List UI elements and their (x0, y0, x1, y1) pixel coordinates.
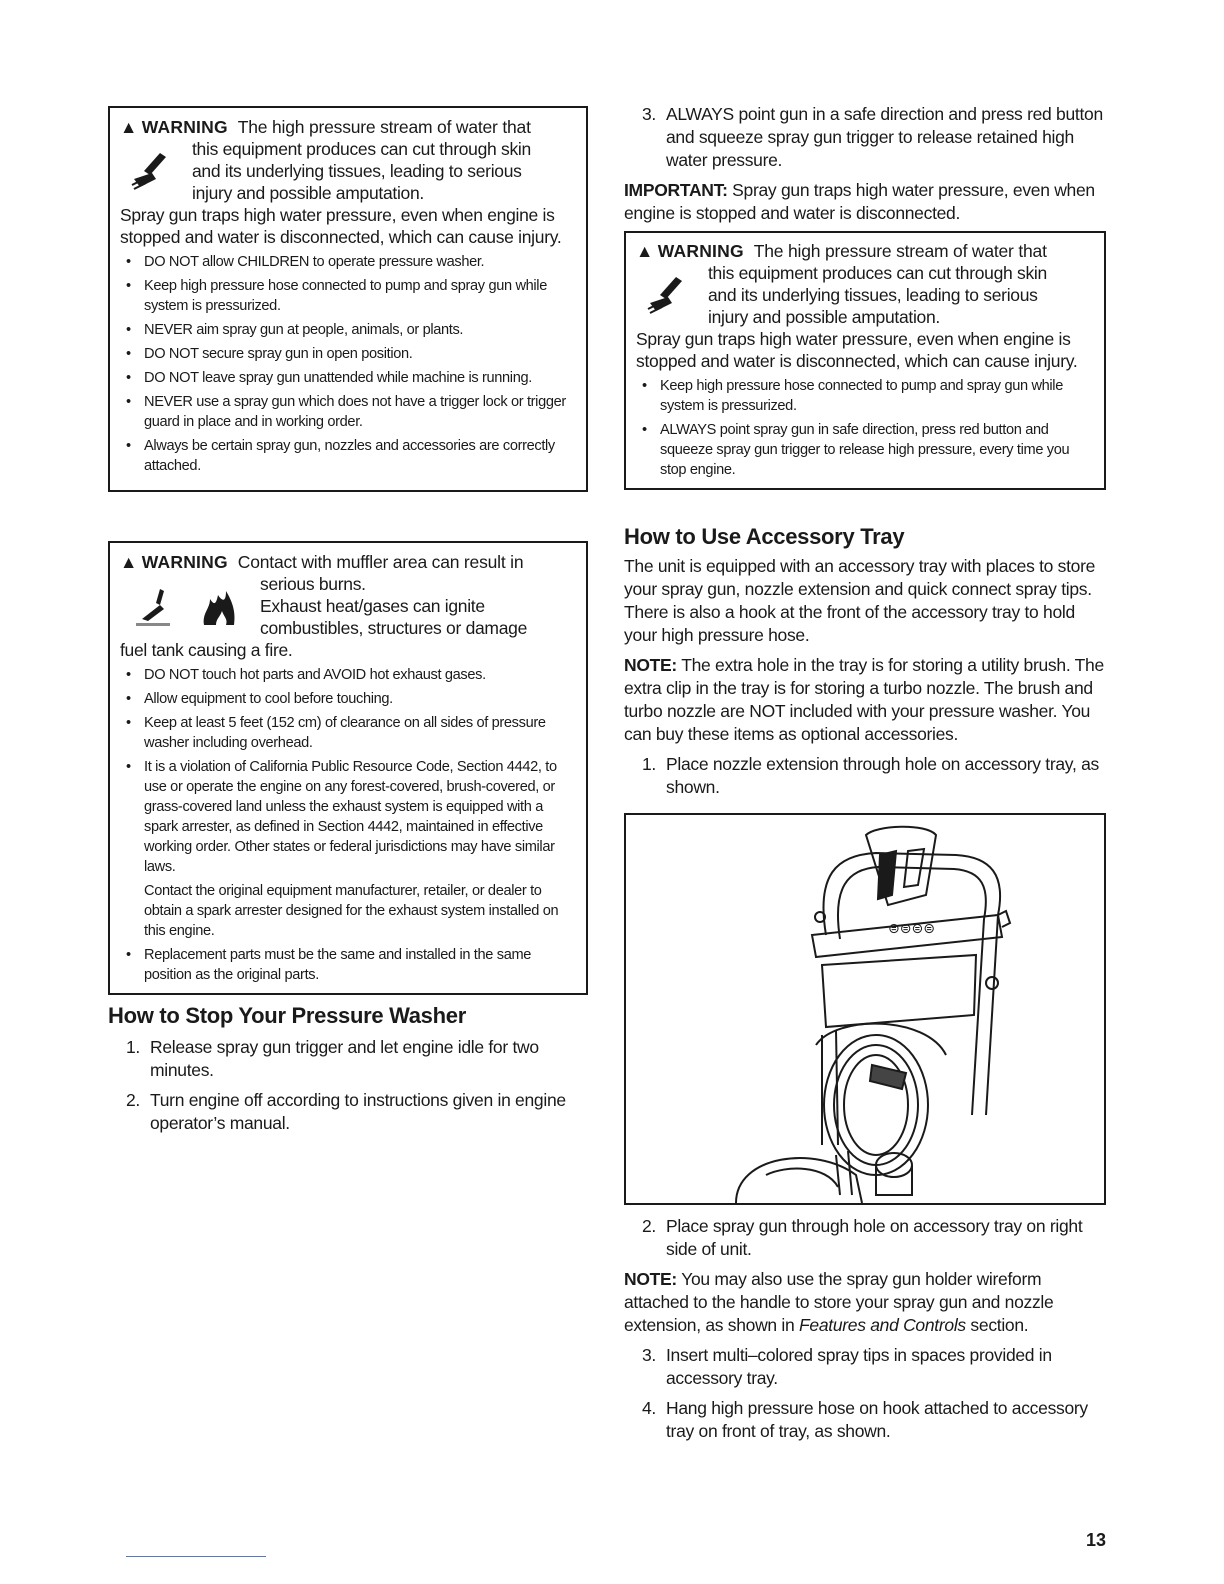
list-item: • It is a violation of California Public Resource Code, Section 4442, to use or operate the engine on any forest-covered, brush-covered, or grass-covered land unless the exhaust system is equipped with a spark arrester, as defined in Section 4442, maintained in effective working order. Other states or federal jurisdictions may have similar laws. (120, 757, 576, 877)
warning-indent-line: combustibles, structures or damage (260, 618, 528, 638)
warning-indent-line: this equipment produces can cut through skin (192, 139, 531, 159)
warning-box-muffler (108, 541, 588, 995)
warning-box-spray (108, 106, 588, 492)
list-item: 3. ALWAYS point gun in a safe direction and press red button and squeeze spray gun trigger to release retained high water pressure. (642, 104, 1103, 170)
warning-indent-line: serious burns. (260, 574, 366, 594)
section-heading: How to Use Accessory Tray (624, 524, 905, 549)
accessory-tray-illustration (624, 813, 1106, 1205)
stop-section-continued (624, 103, 1104, 232)
stop-section (108, 1002, 578, 1142)
list-item: • Keep high pressure hose connected to pump and spray gun while system is pressurized. (120, 276, 576, 316)
tray-intro: The unit is equipped with an accessory tray with places to store your spray gun, nozzle extension and quick connect spray tips. There is also a hook at the front of the accessory tray to hold your high pressure hose. (624, 556, 1096, 645)
list-item: • NEVER use a spray gun which does not have a trigger lock or trigger guard in place and in working order. (120, 392, 576, 432)
warning-lead: The high pressure stream of water that (237, 117, 531, 137)
fire-icon (196, 583, 242, 629)
list-item: • DO NOT secure spray gun in open position. (120, 344, 576, 364)
warning-bullets (120, 252, 576, 476)
warning-indent-line: Exhaust heat/gases can ignite (260, 596, 485, 616)
footer-rule (126, 1556, 266, 1557)
list-item: • Keep at least 5 feet (152 cm) of clearance on all sides of pressure washer including overhead. (120, 713, 576, 753)
tray-note: NOTE: The extra hole in the tray is for storing a utility brush. The extra clip in the tray is for storing a turbo nozzle. The brush and turbo nozzle are NOT included with your pressure washer. You can buy these items as optional accessories. (624, 655, 1104, 744)
warning-body: fuel tank causing a fire. (120, 640, 293, 660)
warning-indent-line: this equipment produces can cut through skin (708, 263, 1047, 283)
warning-body: Spray gun traps high water pressure, even when engine is stopped and water is disconnected, which can cause injury. (120, 205, 562, 247)
warning-indent-line: and its underlying tissues, leading to serious (708, 285, 1038, 305)
warning-indent-line: and its underlying tissues, leading to serious (192, 161, 522, 181)
burn-and-fire-icons (120, 573, 252, 639)
warning-label: WARNING (657, 241, 744, 261)
tray-note: NOTE: You may also use the spray gun holder wireform attached to the handle to store your spray gun and nozzle extension, as shown in Features and Controls section. (624, 1269, 1054, 1335)
warning-triangle-icon: ▲ (636, 241, 654, 261)
tray-section-continued (624, 1215, 1106, 1450)
list-item: 1. Release spray gun trigger and let engine idle for two minutes. (126, 1037, 539, 1080)
svg-text:⊜⊜⊜⊜: ⊜⊜⊜⊜ (888, 921, 935, 937)
important-note: IMPORTANT: Spray gun traps high water pressure, even when engine is stopped and water is disconnected. (624, 180, 1095, 223)
warning-indent-line: injury and possible amputation. (708, 307, 940, 327)
injection-hazard-icon (120, 138, 184, 204)
list-item: 4. Hang high pressure hose on hook attached to accessory tray on front of tray, as shown. (642, 1398, 1088, 1441)
tray-section (624, 523, 1106, 806)
section-heading: How to Stop Your Pressure Washer (108, 1003, 466, 1028)
warning-bullets (636, 376, 1094, 480)
hot-surface-icon (130, 583, 176, 629)
list-item: • DO NOT leave spray gun unattended while machine is running. (120, 368, 576, 388)
warning-subparagraph: Contact the original equipment manufacturer, retailer, or dealer to obtain a spark arrester designed for the exhaust system installed on this engine. (144, 883, 559, 939)
list-item: • ALWAYS point spray gun in safe direction, press red button and squeeze spray gun trigger to release high pressure, every time you stop engine. (636, 420, 1094, 480)
warning-label: WARNING (141, 117, 228, 137)
page-number: 13 (1085, 1530, 1106, 1550)
pressure-washer-drawing (626, 815, 1104, 1203)
list-item: • Keep high pressure hose connected to pump and spray gun while system is pressurized. (636, 376, 1094, 416)
injection-hazard-icon (636, 262, 700, 328)
warning-triangle-icon: ▲ (120, 117, 138, 137)
warning-lead: Contact with muffler area can result in (237, 552, 524, 572)
list-item: 2. Turn engine off according to instructions given in engine operator’s manual. (126, 1090, 566, 1133)
list-item: 1. Place nozzle extension through hole on accessory tray, as shown. (642, 754, 1099, 797)
warning-label: WARNING (141, 552, 228, 572)
list-item: • Allow equipment to cool before touching. (120, 689, 576, 709)
warning-bullets (120, 665, 576, 877)
warning-body: Spray gun traps high water pressure, even when engine is stopped and water is disconnected, which can cause injury. (636, 329, 1078, 371)
warning-lead: The high pressure stream of water that (753, 241, 1047, 261)
list-item: • Replacement parts must be the same and installed in the same position as the original parts. (120, 945, 576, 985)
list-item: • DO NOT touch hot parts and AVOID hot exhaust gases. (120, 665, 576, 685)
list-item: • NEVER aim spray gun at people, animals, or plants. (120, 320, 576, 340)
warning-triangle-icon: ▲ (120, 552, 138, 572)
list-item: • Always be certain spray gun, nozzles and accessories are correctly attached. (120, 436, 576, 476)
list-item: • DO NOT allow CHILDREN to operate pressure washer. (120, 252, 576, 272)
warning-indent-line: injury and possible amputation. (192, 183, 424, 203)
list-item: 2. Place spray gun through hole on accessory tray on right side of unit. (642, 1216, 1083, 1259)
warning-box-spray-repeat (624, 231, 1106, 490)
list-item: 3. Insert multi–colored spray tips in spaces provided in accessory tray. (642, 1345, 1052, 1388)
